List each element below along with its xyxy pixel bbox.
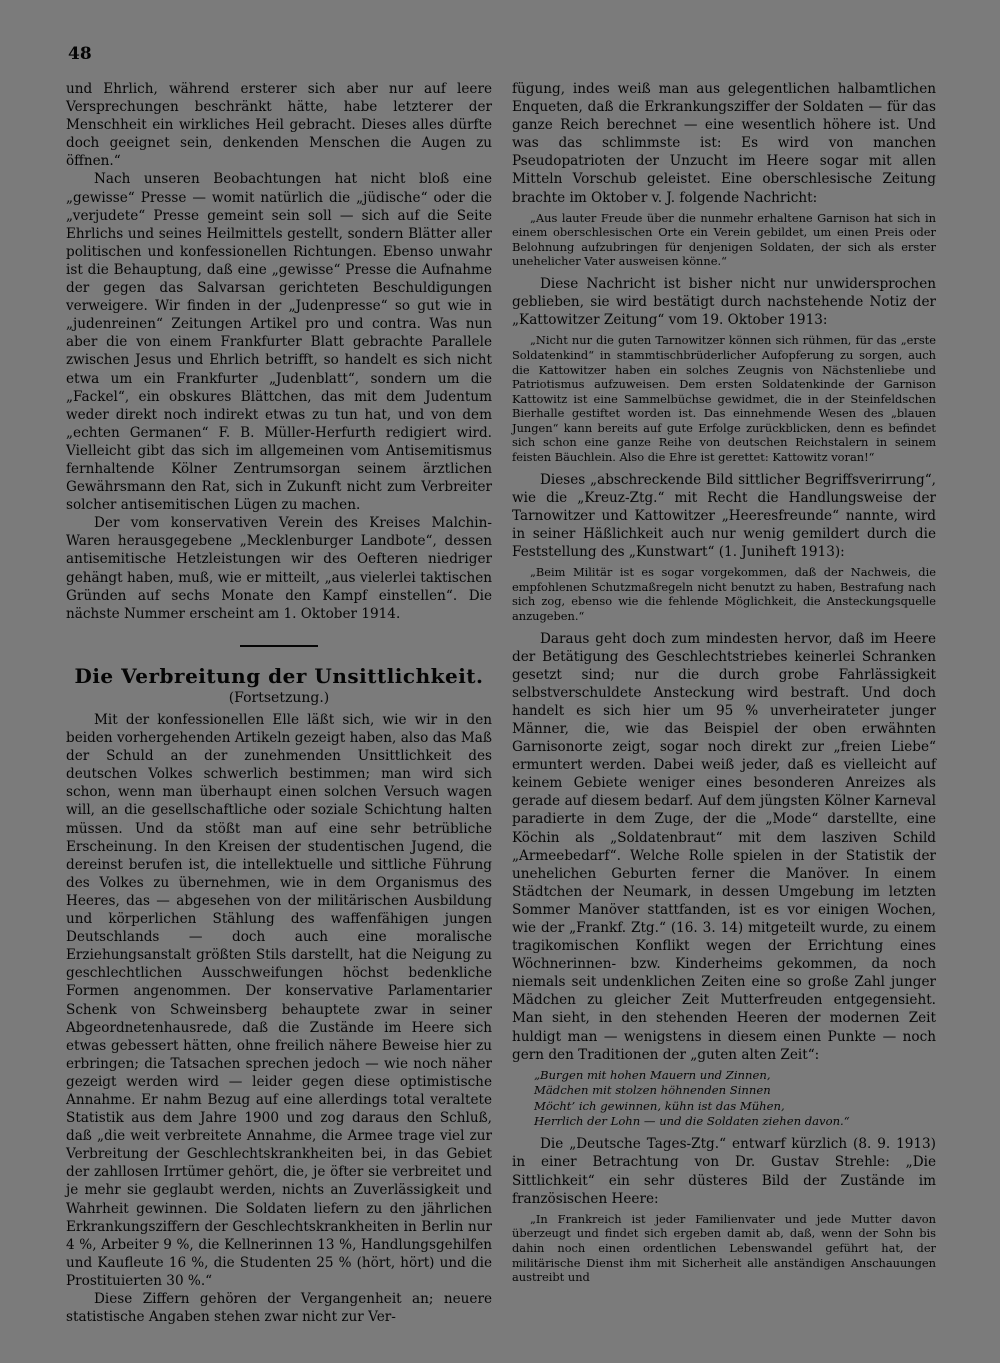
poem-line: „Burgen mit hohen Mauern und Zinnen,	[534, 1067, 771, 1082]
left-column	[66, 80, 492, 1326]
quote-kunstwart: „Beim Militär ist es sogar vorgekommen, daß der Nachweis, die empfohlenen Schutzmaßregeln nicht benutzt zu haben, Bestrafung nach sich zog, ebenso wie die fehlende Möglichkeit, die Ansteckungsquelle anzugeben.“	[512, 565, 936, 623]
section-title: Die Verbreitung der Unsittlichkeit.	[74, 663, 484, 688]
poem-line: Mädchen mit stolzen höhnenden Sinnen	[534, 1083, 771, 1098]
left-paragraph-1: und Ehrlich, während ersterer sich aber nur auf leere Versprechungen beschränkt hätte, habe letzterer der Menschheit ein wirkliches Heil gebracht. Dieses alles dürfte doch geeignet sein, denkenden Menschen die Augen zu öffnen.“	[66, 81, 492, 170]
left-paragraph-4: Mit der konfessionellen Elle läßt sich, wie wir in den beiden vorhergehenden Artikeln gezeigt haben, also das Maß der Schuld an der zunehmenden Unsittlichkeit des deutschen Volkes schwerlich bestimmen; man wird sich schon, wenn man überhaupt einen solchen Versuch wagen will, an die gesellschaftliche oder soziale Schichtung halten müssen. Und da stößt man auf eine sehr betrübliche Erscheinung. In den Kreisen der studentischen Jugend, die dereinst berufen ist, die intellektuelle und sittliche Führung des Volkes zu übernehmen, wie in dem Organismus des Heeres, das — abgesehen von der militärischen Ausbildung und körperlichen Stählung des waffenfähigen jungen Deutschlands — doch auch eine moralische Erziehungsanstalt größten Stils darstellt, hat die Neigung zu geschlechtlichen Ausschweifungen höchst bedenkliche Formen angenommen. Der konservative Parlamentarier Schenk von Schweinsberg behauptete zwar in seiner Abgeordnetenhausrede, daß die Zustände im Heere sich etwas gebessert hätten, ohne freilich nähere Beweise hier zu erbringen; die Tatsachen sprechen jedoch — wie noch näher gezeigt werden wird — leider gegen diese optimistische Annahme. Er nahm Bezug auf eine allerdings total veraltete Statistik aus dem Jahre 1900 und zog daraus den Schluß, daß „die weit verbreitete Annahme, die Armee trage viel zur Verbreitung der Geschlechtskrankheiten bei, in das Gebiet der zahllosen Irrtümer gehört, die, je öfter sie verbreitet und je mehr sie geglaubt werden, nichts an Zuverlässigkeit und Wahrheit gewinnen. Die Soldaten liefern zu den jährlichen Erkrankungsziffern der Geschlechtskrankheiten in Berlin nur 4 %, Arbeiter 9 %, die Kellnerinnen 13 %, Handlungsgehilfen und Kaufleute 16 %, die Studenten 25 % (hört, hört) und die Prostituierten 30 %.“	[66, 712, 492, 1289]
poem-line: Möcht’ ich gewinnen, kühn ist das Mühen,	[534, 1098, 785, 1113]
right-paragraph-1: fügung, indes weiß man aus gelegentlichen halbamtlichen Enqueten, daß die Erkrankungsziffer der Soldaten — für das ganze Reich berechnet — eine wesentlich höhere ist. Und was das schlimmste ist: Es wird von manchen Pseudopatrioten der Unzucht im Heere sogar mit allen Mitteln Vorschub geleistet. Eine oberschlesische Zeitung brachte im Oktober v. J. folgende Nachricht:	[512, 81, 936, 206]
section-divider	[240, 645, 318, 647]
page-number: 48	[68, 44, 92, 64]
right-paragraph-3: Dieses „abschreckende Bild sittlicher Begriffsverirrung“, wie die „Kreuz-Ztg.“ mit Recht die Handlungsweise der Tarnowitzer und Kattowitzer „Heeresfreunde“ nannte, wird in seiner Häßlichkeit auch nur wenig gemildert durch die Feststellung des „Kunstwart“ (1. Juniheft 1913):	[512, 471, 936, 561]
section-subtitle: (Fortsetzung.)	[228, 689, 330, 706]
quote-frankreich: „In Frankreich ist jeder Familienvater und jede Mutter davon überzeugt und findet sich ergeben damit ab, daß, wenn der Sohn bis dahin noch einen ordentlichen Lebenswandel geführt hat, der militärische Dienst ihm mit Sicherheit alle anständigen Anschauungen austreibt und	[512, 1211, 936, 1285]
quote-oberschlesien: „Aus lauter Freude über die nunmehr erhaltene Garnison hat sich in einem oberschlesischen Orte ein Verein gebildet, um einen Preis oder Belohnung aufzubringen für denjenigen Soldaten, der sich als erster unehelicher Vater ausweisen könne.“	[512, 210, 936, 269]
poem-line: Herrlich der Lohn — und die Soldaten ziehen davon.“	[534, 1113, 850, 1128]
left-paragraph-2: Nach unseren Beobachtungen hat nicht bloß eine „gewisse“ Presse — womit natürlich die „jüdische“ oder die „verjudete“ Presse gemeint sein soll — sich auf die Seite Ehrlichs und seines Heilmittels gestellt, sondern Blätter aller politischen und konfessionellen Richtungen. Ebenso unwahr ist die Behauptung, daß eine „gewisse“ Presse die Aufnahme der gegen das Salvarsan gerichteten Beschuldigungen verweigere. Wir finden in der „Judenpresse“ so gut wie in „judenreinen“ Zeitungen Artikel pro und contra. Was nun aber die von einem Frankfurter Blatt gebrachte Parallele zwischen Jesus und Ehrlich betrifft, so handelt es sich nicht etwa um ein Frankfurter „Judenblatt“, sondern um die „Fackel“, ein obskures Blättchen, das mit dem Judentum weder direkt noch indirekt etwas zu tun hat, und von dem „echten Germanen“ F. B. Müller-Herfurth redigiert wird. Vielleicht gibt das sich im allgemeinen vom Antisemitismus fernhaltende Kölner Zentrumsorgan seinem ärztlichen Gewährsmann den Rat, sich in Zukunft nicht zum Verbreiter solcher antisemitischen Lügen zu machen.	[66, 171, 492, 514]
poem-quote	[534, 1068, 936, 1130]
quote-kattowitz: „Nicht nur die guten Tarnowitzer können sich rühmen, für das „erste Soldatenkind“ in stammtischbrüderlicher Aufopferung zu sorgen, auch die Kattowitzer haben ein solches Zeugnis von Nächstenliebe und Patriotismus aufzuweisen. Dem ersten Soldatenkinde der Garnison Kattowitz ist eine Sammelbüchse gewidmet, die in der Steinfeldschen Bierhalle gestiftet worden ist. Das einnehmende Wesen des „blauen Jungen“ kann bereits auf gute Erfolge zurückblicken, denn es befindet sich schon eine ganze Reihe von deutschen Reichstalern in seinem feisten Bäuchlein. Also die Ehre ist gerettet: Kattowitz voran!“	[512, 333, 936, 465]
left-paragraph-3: Der vom konservativen Verein des Kreises Malchin-Waren herausgegebene „Mecklenburger Landbote“, dessen antisemitische Hetzleistungen wir des Oefteren niedriger gehängt haben, muß, wie er mitteilt, „aus vielerlei taktischen Gründen auf sechs Monate den Kampf einstellen“. Die nächste Nummer erscheint am 1. Oktober 1914.	[66, 515, 492, 622]
right-paragraph-4: Daraus geht doch zum mindesten hervor, daß im Heere der Betätigung des Geschlechtstriebes keinerlei Schranken gesetzt sind; nur die durch grobe Fahrlässigkeit selbstverschuldete Ansteckung wird bestraft. Und doch handelt es sich hier um 95 % unverheirateter junger Männer, die, wie das Beispiel der oben erwähnten Garnisonorte zeigt, sogar noch direkt zur „freien Liebe“ ermuntert werden. Dabei weiß jeder, daß es vielleicht auf keinem Gebiete weniger eines besonderen Anreizes als gerade auf diesem bedarf. Auf dem jüngsten Kölner Karneval paradierte in dem Zuge, der die „Mode“ darstellte, eine Köchin als „Soldatenbraut“ mit dem lasziven Schild „Armeebedarf“. Welche Rolle spielen in der Statistik der unehelichen Geburten ferner die Manöver. In einem Städtchen der Neumark, in dessen Umgebung im letzten Sommer Manöver stattfanden, ist es vor einigen Wochen, wie der „Frankf. Ztg.“ (16. 3. 14) mitgeteilt wurde, zu einem tragikomischen Konflikt wegen der Errichtung eines Wöchnerinnen- bzw. Kinderheims gekommen, da noch niemals seit undenklichen Zeiten eine so große Zahl junger Mädchen zu gleicher Zeit Mutterfreuden entgegensieht. Man sieht, in den stehenden Heeren der modernen Zeit huldigt man — wenigstens in diesem einen Punkte — noch gern den Traditionen der „guten alten Zeit“:	[512, 630, 936, 1063]
right-paragraph-5: Die „Deutsche Tages-Ztg.“ entwarf kürzlich (8. 9. 1913) in einer Betrachtung von Dr. Gustav Strehle: „Die Sittlichkeit“ ein sehr düsteres Bild der Zustände im französischen Heere:	[512, 1136, 936, 1207]
right-paragraph-2: Diese Nachricht ist bisher nicht nur unwidersprochen geblieben, sie wird bestätigt durch nachstehende Notiz der „Kattowitzer Zeitung“ vom 19. Oktober 1913:	[512, 276, 936, 329]
right-column	[512, 80, 936, 1291]
left-paragraph-5: Diese Ziffern gehören der Vergangenheit an; neuere statistische Angaben stehen zwar nicht zur Ver-	[66, 1291, 492, 1326]
